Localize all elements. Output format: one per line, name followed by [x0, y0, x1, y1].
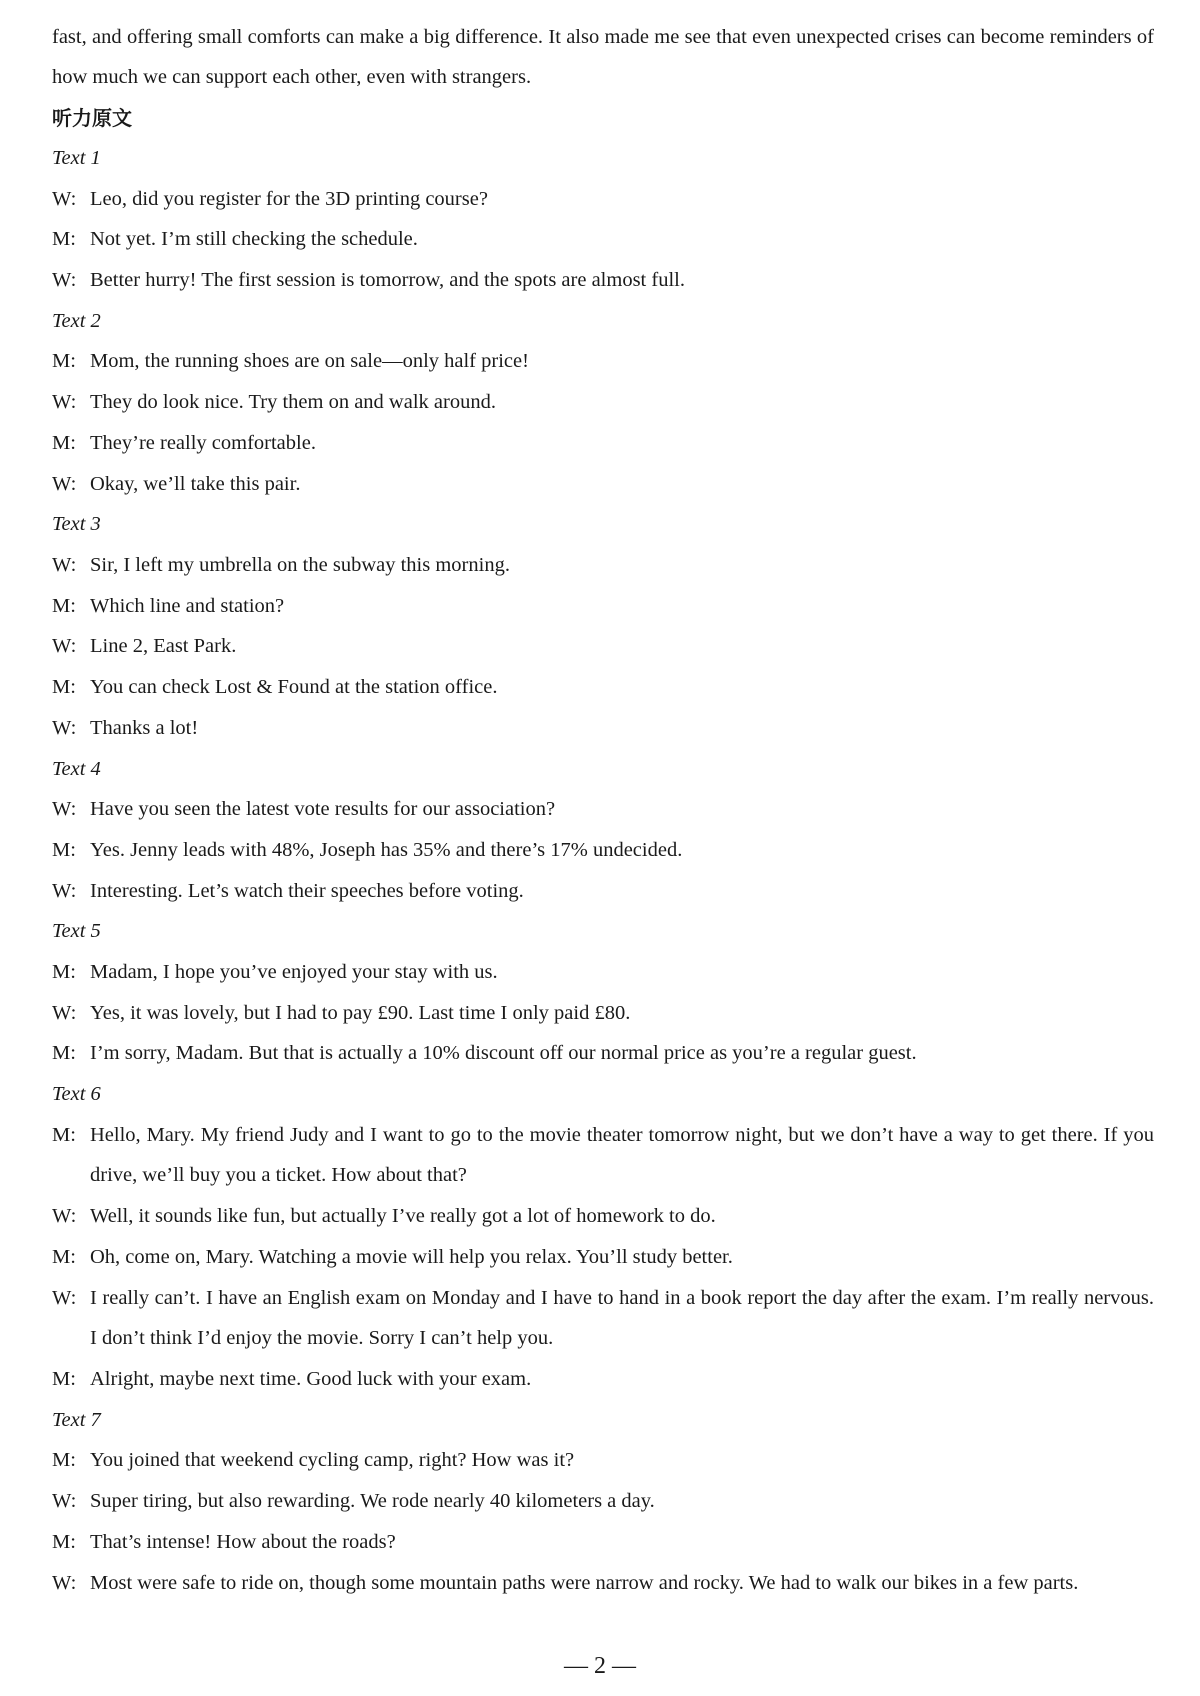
dialogue-text: Line 2, East Park.	[90, 635, 237, 658]
dialogue-line	[52, 789, 1154, 830]
dialogue-line	[52, 1563, 1154, 1604]
speaker-label: M:	[52, 1245, 76, 1268]
dialogue-line	[52, 1033, 1154, 1074]
text-label: Text 6	[52, 1083, 101, 1106]
speaker-label: M:	[52, 431, 76, 454]
speaker-label: M:	[52, 1042, 76, 1065]
dialogue-text: I really can’t. I have an English exam on Monday and I have to hand in a book report the day after the exam. I’m really nervous. I don’t think I’d enjoy the movie. Sorry I can’t help you.	[90, 1286, 1154, 1350]
section-heading: 听力原文	[52, 106, 132, 130]
speaker-label: W:	[52, 1286, 77, 1309]
dialogue-line	[52, 545, 1154, 586]
listening-transcript	[52, 138, 1154, 1603]
dialogue-line	[52, 219, 1154, 260]
speaker-label: W:	[52, 553, 77, 576]
dialogue-text: Super tiring, but also rewarding. We rode nearly 40 kilometers a day.	[90, 1490, 655, 1513]
dialogue-text: I’m sorry, Madam. But that is actually a 10% discount off our normal price as you’re a regular guest.	[90, 1042, 917, 1065]
dialogue-line	[52, 708, 1154, 749]
speaker-label: M:	[52, 350, 76, 373]
dialogue-line	[52, 382, 1154, 423]
dialogue-text: Yes, it was lovely, but I had to pay £90. Last time I only paid £80.	[90, 1001, 631, 1024]
dialogue-text: Not yet. I’m still checking the schedule.	[90, 228, 418, 251]
dialogue-line	[52, 1115, 1154, 1196]
speaker-label: M:	[52, 838, 76, 861]
dialogue-text: Interesting. Let’s watch their speeches before voting.	[90, 879, 524, 902]
dialogue-text: Leo, did you register for the 3D printing course?	[90, 187, 488, 210]
dialogue-line	[52, 179, 1154, 220]
dialogue-line	[52, 952, 1154, 993]
speaker-label: M:	[52, 228, 76, 251]
dialogue-line	[52, 341, 1154, 382]
speaker-label: M:	[52, 594, 76, 617]
dialogue-line	[52, 260, 1154, 301]
dialogue-line	[52, 1196, 1154, 1237]
dialogue-text: Well, it sounds like fun, but actually I’ve really got a lot of homework to do.	[90, 1205, 716, 1228]
speaker-label: M:	[52, 1123, 76, 1146]
dialogue-text: Better hurry! The first session is tomorrow, and the spots are almost full.	[90, 269, 685, 292]
speaker-label: M:	[52, 1368, 76, 1390]
text-label: Text 4	[52, 757, 101, 780]
dialogue-line	[52, 423, 1154, 464]
speaker-label: M:	[52, 1449, 76, 1472]
dialogue-line	[52, 586, 1154, 627]
text-label: Text 5	[52, 920, 101, 943]
speaker-label: M:	[52, 676, 76, 699]
dialogue-line	[52, 667, 1154, 708]
speaker-label: W:	[52, 472, 77, 495]
dialogue-text: Madam, I hope you’ve enjoyed your stay with us.	[90, 960, 498, 983]
dialogue-text: Most were safe to ride on, though some mountain paths were narrow and rocky. We had to walk our bikes in a few parts.	[90, 1571, 1079, 1594]
dialogue-line	[52, 1237, 1154, 1278]
speaker-label: M:	[52, 960, 76, 983]
dialogue-text: Thanks a lot!	[90, 716, 199, 739]
dialogue-text: Have you seen the latest vote results for our association?	[90, 798, 556, 821]
speaker-label: W:	[52, 391, 77, 414]
speaker-label: W:	[52, 1205, 77, 1228]
speaker-label: W:	[52, 798, 77, 821]
text-label: Text 1	[52, 147, 101, 169]
dialogue-text: Alright, maybe next time. Good luck with your exam.	[90, 1368, 532, 1390]
dialogue-line	[52, 1481, 1154, 1522]
speaker-label: W:	[52, 1490, 77, 1513]
dialogue-line	[52, 1278, 1154, 1359]
dialogue-line	[52, 626, 1154, 667]
dialogue-text: You can check Lost & Found at the station office.	[90, 676, 498, 699]
intro-paragraph: fast, and offering small comforts can make a big difference. It also made me see that even unexpected crises can become reminders of how much we can support each other, even with strangers.	[52, 26, 1154, 88]
dialogue-line	[52, 464, 1154, 505]
speaker-label: W:	[52, 635, 77, 658]
text-label: Text 7	[52, 1408, 101, 1431]
dialogue-text: Sir, I left my umbrella on the subway this morning.	[90, 553, 510, 576]
speaker-label: W:	[52, 187, 77, 210]
dialogue-text: They do look nice. Try them on and walk around.	[90, 391, 496, 414]
speaker-label: W:	[52, 269, 77, 292]
dialogue-line	[52, 1522, 1154, 1563]
dialogue-line	[52, 993, 1154, 1034]
speaker-label: W:	[52, 1001, 77, 1024]
dialogue-line	[52, 830, 1154, 871]
speaker-label: W:	[52, 716, 77, 739]
dialogue-text: They’re really comfortable.	[90, 431, 316, 454]
dialogue-line	[52, 1359, 1154, 1400]
dialogue-text: Yes. Jenny leads with 48%, Joseph has 35% and there’s 17% undecided.	[90, 838, 683, 861]
text-label: Text 2	[52, 309, 101, 332]
dialogue-text: Mom, the running shoes are on sale—only half price!	[90, 350, 529, 373]
text-label: Text 3	[52, 513, 101, 536]
dialogue-text: Hello, Mary. My friend Judy and I want to go to the movie theater tomorrow night, but we don’t have a way to get there. If you drive, we’ll buy you a ticket. How about that?	[90, 1123, 1154, 1187]
dialogue-text: Which line and station?	[90, 594, 285, 617]
speaker-label: W:	[52, 1571, 77, 1594]
speaker-label: W:	[52, 879, 77, 902]
dialogue-line	[52, 1440, 1154, 1481]
speaker-label: M:	[52, 1530, 76, 1553]
dialogue-text: Okay, we’ll take this pair.	[90, 472, 301, 495]
page-number: — 2 —	[564, 1653, 636, 1679]
dialogue-line	[52, 871, 1154, 912]
dialogue-text: You joined that weekend cycling camp, right? How was it?	[90, 1449, 575, 1472]
dialogue-text: Oh, come on, Mary. Watching a movie will help you relax. You’ll study better.	[90, 1245, 733, 1268]
dialogue-text: That’s intense! How about the roads?	[90, 1530, 396, 1553]
